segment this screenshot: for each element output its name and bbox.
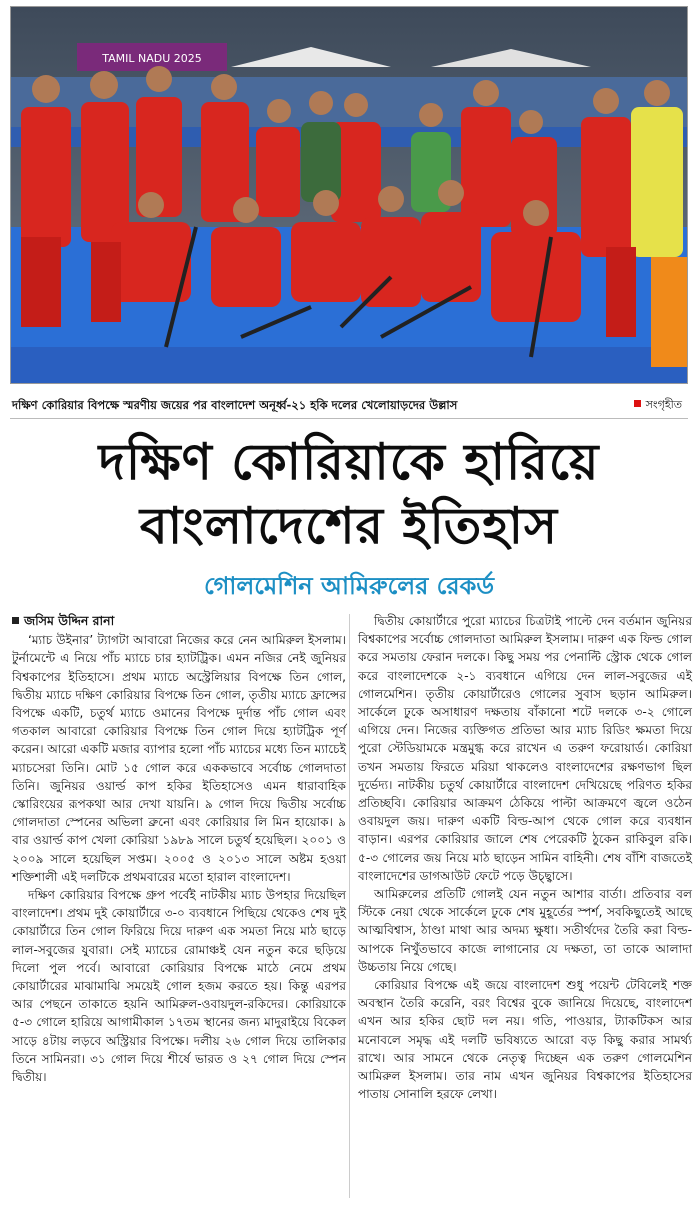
article-column-left	[12, 612, 346, 1086]
headline-line-1: দক্ষিণ কোরিয়াকে হারিয়ে	[98, 433, 600, 491]
headline-line-2: বাংলাদেশের ইতিহাস	[139, 497, 559, 555]
banner-sign	[77, 43, 227, 71]
square-bullet-icon	[634, 400, 641, 407]
team-celebration-photo	[10, 6, 688, 384]
paragraph: দক্ষিণ কোরিয়ার বিপক্ষে গ্রুপ পর্বেই নাটকীয় ম্যাচ উপহার দিয়েছিল বাংলাদেশ। প্রথম দুই কোয়ার্টারে ৩-০ ব্যবধানে পিছিয়ে থেকেও শেষ দুই কোয়ার্টারে তিন গোল ফিরিয়ে দিয়ে দারুণ এক সমতা নিয়ে মাঠ ছাড়ে লাল-সবুজের যুবারা। সেই ম্যাচের রোমাঞ্চই যেন নতুন করে ছড়িয়ে দিলো পুল পর্বে। আবারো কোরিয়ার বিপক্ষে মাঠে নেমে প্রথম কোয়ার্টারের মাঝামাঝি সময়েই গোল হজম করতে হয়। কিন্তু এরপর আর পেছনে তাকাতে হয়নি আমিরুল-ওবায়দুল-রকিদের। কোরিয়াকে ৫-৩ গোলে হারিয়ে আগামীকাল ১৭তম স্থানের জন্য মাদুরাইয়ে বিকেল সাড়ে ৪টায় লড়বে অস্ট্রিয়ার বিপক্ষে। দলীয় ২৬ গোল দিয়ে তালিকার তিনে সামিনরা। ৩১ গোল দিয়ে শীর্ষে ভারত ও ২৭ গোল দিয়ে স্পেন দ্বিতীয়।	[12, 888, 346, 1085]
paragraph: আমিরুলের প্রতিটি গোলই যেন নতুন আশার বার্তা। প্রতিবার বল স্টিকে নেয়া থেকে সার্কেলে ঢুকে শেষ মুহূর্তের স্পর্শ, সবকিছুতেই আছে আত্মবিশ্বাস, ঠাণ্ডা মাথা আর অদম্য ক্ষুধা। সতীর্থদের তৈরি করা বিল্ড-আপকে নিখুঁতভাবে কাজে লাগানোর যে দক্ষতা, তা তাকে আলাদা উচ্চতায় নিয়ে গেছে।	[358, 887, 692, 974]
square-bullet-icon	[12, 617, 19, 624]
article-column-right	[358, 612, 692, 1103]
divider	[10, 418, 688, 419]
paragraph: কোরিয়ার বিপক্ষে এই জয়ে বাংলাদেশ শুধু পয়েন্ট টেবিলেই শক্ত অবস্থান তৈরি করেনি, বরং বিশ্বের বুকে জানিয়ে দিয়েছে, বাংলাদেশ এখন আর হকির ছোট দল নয়। গতি, পাওয়ার, ট্যাকটিকস আর মনোবলে সমৃদ্ধ এই দলটি ভবিষ্যতে আরো বড় কিছু করার সামর্থ্য রাখে। আর সামনে থেকে নেতৃত্ব দিচ্ছেন এক তরুণ গোলমেশিন আমিরুল ইসলাম। তার নাম এখন জুনিয়র বিশ্বকাপের ইতিহাসের পাতায় সোনালি হরফে লেখা।	[358, 978, 692, 1102]
paragraph: ‘ম্যাচ উইনার’ ট্যাগটা আবারো নিজের করে নেন আমিরুল ইসলাম। টুর্নামেন্টে এ নিয়ে পাঁচ ম্যাচে চার হ্যাটট্রিক। এমন নজির নেই জুনিয়র বিশ্বকাপের ইতিহাসে। প্রথম ম্যাচে অস্ট্রেলিয়ার বিপক্ষে তিন গোল, দ্বিতীয় ম্যাচে দক্ষিণ কোরিয়ার বিপক্ষে তিন গোল, তৃতীয় ম্যাচে ফ্রান্সের বিপক্ষে একটি, চতুর্থ ম্যাচে ওমানের বিপক্ষে দুর্দান্ত পাঁচ গোল এবং গতকাল আবারো কোরিয়ার বিপক্ষে তিন গোল দিয়ে হ্যাটট্রিক পূর্ণ করেন। আরো একটি মজার ব্যাপার হলো পাঁচ ম্যাচের মধ্যে তিন ম্যাচেই ম্যাচসেরা তিনি। মোট ১৫ গোল করে এককভাবে সর্বোচ্চ গোলদাতা তিনি। জুনিয়র ওয়ার্ল্ড কাপ হকির ইতিহাসেও এমন ধারাবাহিক স্কোরিংয়ের রূপকথা আর দেখা যায়নি। ৯ গোল দিয়ে দ্বিতীয় সর্বোচ্চ গোলদাতা স্পেনের অভিলা ব্রুনো এবং কোরিয়ার লি মিন হায়োক। ৯ বার ওয়ার্ল্ড কাপ খেলা কোরিয়া ১৯৮৯ সালে চতুর্থ হয়েছিল। ২০০১ ও ২০০৯ সালে হয়েছিল সপ্তম। ২০০৫ ও ২০১৩ সালে অষ্টম হওয়া শক্তিশালী এই দলটিকে প্রথমবারের মতো হারাল বাংলাদেশ।	[12, 633, 346, 884]
column-divider	[349, 614, 350, 1198]
paragraph: দ্বিতীয় কোয়ার্টারে পুরো ম্যাচের চিত্রটাই পাল্টে দেন বর্তমান জুনিয়র বিশ্বকাপের সর্বোচ্চ গোলদাতা আমিরুল ইসলাম। দারুণ এক ফিল্ড গোল করে সমতায় ফেরান দলকে। কিছু সময় পর পেনাল্টি স্ট্রোক থেকে গোল করে বাংলাদেশকে ২-১ ব্যবধানে এগিয়ে দেন লাল-সবুজের এই গোলমেশিন। তৃতীয় কোয়ার্টারেও গোলের সুবাস ছড়ান আমিরুল। সার্কেলে ঢুকে অসাধারণ দক্ষতায় বাঁকানো শটে দলকে ৩-২ গোলে এগিয়ে দেন। নিজের ব্যক্তিগত প্রতিভা আর ম্যাচ রিডিং ক্ষমতা দিয়ে পুরো স্টেডিয়ামকে মন্ত্রমুগ্ধ করে রাখেন এ তরুণ ফরোয়ার্ড। কোরিয়া তখন সমতায় ফিরতে মরিয়া থাকলেও বাংলাদেশের রক্ষণভাগ ছিল দুর্ভেদ্য। নাটকীয় চতুর্থ কোয়ার্টারে বাংলাদেশ দেখিয়েছে পরিণত হকির প্রতিচ্ছবি। কোরিয়ার আক্রমণ ঠেকিয়ে পাল্টা আক্রমণে জ্বলে ওঠেন ওবায়দুল জয়। দারুণ একটি বিল্ড-আপ থেকে গোল করে ব্যবধান বাড়ান। এরপর কোরিয়ার জালে শেষ পেরেকটি ঠুকেন রাকিবুল রকি। ৫-৩ গোলের জয় নিয়ে মাঠ ছাড়েন সামিন বাহিনী। শেষ বাঁশি বাজতেই বাংলাদেশের ডাগআউট ফেটে পড়ে উচ্ছ্বাসে।	[358, 614, 692, 883]
banner-text: TAMIL NADU 2025	[102, 52, 202, 65]
byline-text: জসিম উদ্দিন রানা	[24, 613, 115, 628]
caption-text: দক্ষিণ কোরিয়ার বিপক্ষে স্মরণীয় জয়ের পর বাংলাদেশ অনূর্ধ্ব-২১ হকি দলের খেলোয়াড়দের উল্লাস	[12, 398, 458, 412]
credit-text: সংগৃহীত	[645, 398, 682, 411]
photo-credit	[634, 396, 682, 414]
byline	[12, 612, 346, 630]
photo-caption	[12, 396, 688, 414]
subheadline: গোলমেশিন আমিরুলের রেকর্ড	[203, 572, 495, 600]
